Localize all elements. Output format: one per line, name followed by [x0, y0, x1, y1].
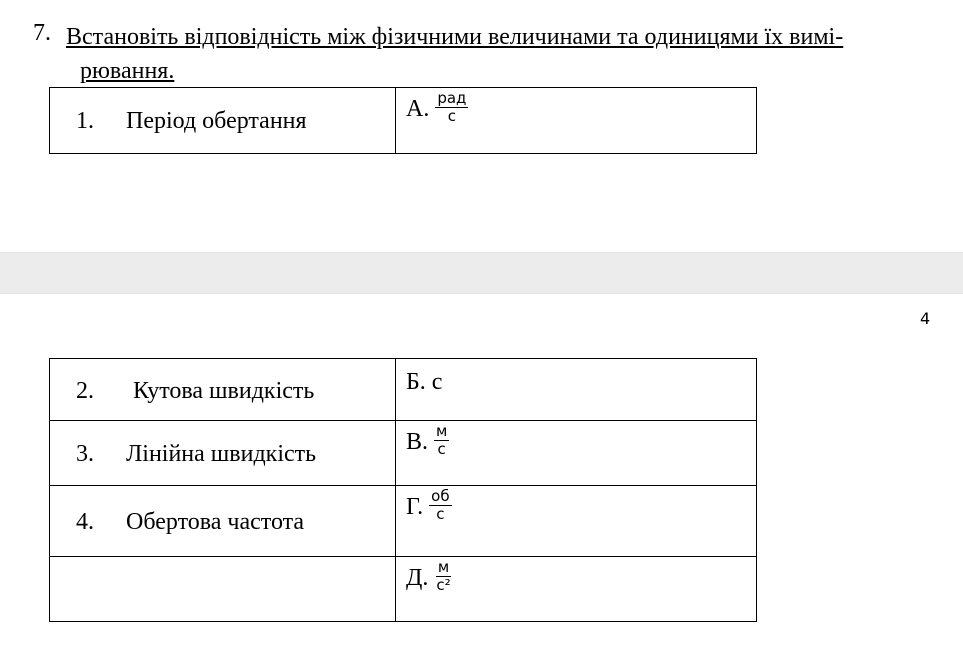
unit-fraction — [434, 423, 449, 458]
unit-fraction — [434, 559, 452, 594]
quantity-cell — [50, 359, 396, 421]
quantity-name: Період обертання — [126, 108, 307, 134]
quantity-cell — [50, 421, 396, 486]
quantity-cell-empty — [50, 557, 396, 622]
table-row — [50, 557, 757, 622]
unit-numerator: м — [436, 422, 448, 440]
table-row — [50, 421, 757, 486]
unit-denominator: с — [447, 107, 457, 125]
unit-cell — [396, 88, 757, 154]
quantity-name: Кутова швидкість — [133, 378, 315, 404]
unit-cell — [396, 421, 757, 486]
unit-fraction — [429, 488, 451, 523]
unit-denominator: с — [437, 440, 446, 458]
unit-cell — [396, 486, 757, 557]
page-break — [0, 252, 963, 294]
page-number: 4 — [920, 309, 931, 328]
unit-cell — [396, 557, 757, 622]
quantity-number: 2. — [76, 378, 94, 404]
unit-numerator: рад — [437, 89, 467, 107]
unit-numerator: м — [437, 558, 450, 576]
unit-denominator: с² — [436, 576, 451, 594]
table-row — [50, 486, 757, 557]
quantity-number: 4. — [76, 509, 94, 535]
question-text-line1: Встановіть відповідність між фізичними величинами та одиницями їх вимі- — [66, 24, 844, 50]
matching-table-top — [49, 87, 757, 154]
quantity-number: 3. — [76, 441, 94, 467]
quantity-cell — [50, 486, 396, 557]
table-row — [50, 359, 757, 421]
quantity-cell — [50, 88, 396, 154]
table-row — [50, 88, 757, 154]
unit-letter: В. — [406, 429, 429, 455]
quantity-name: Лінійна швидкість — [126, 441, 317, 467]
matching-table-bottom — [49, 358, 757, 622]
unit-letter: А. — [406, 96, 430, 122]
unit-letter: Д. — [406, 565, 429, 591]
quantity-name: Обертова частота — [126, 509, 305, 535]
unit-cell — [396, 359, 757, 421]
question-number: 7. — [33, 20, 51, 46]
question-text-line2: рювання. — [80, 58, 175, 84]
unit-letter: Г. — [406, 494, 424, 520]
unit-numerator: об — [431, 487, 450, 505]
quantity-number: 1. — [76, 108, 94, 134]
unit-denominator: с — [436, 505, 445, 523]
unit-fraction — [435, 90, 468, 125]
unit-letter: Б. с — [406, 369, 443, 395]
